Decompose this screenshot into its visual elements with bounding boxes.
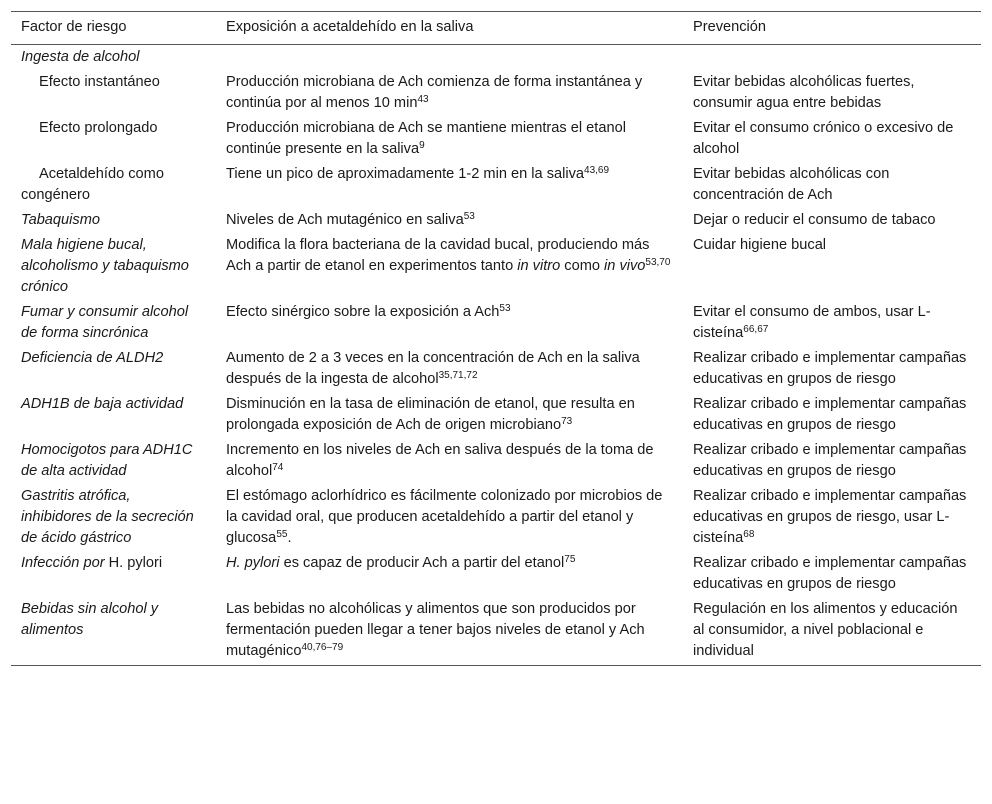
exposicion-cell: Incremento en los niveles de Ach en saliva después de la toma de alcohol$^{74}$ xyxy=(226,442,654,479)
reference: 43 xyxy=(417,94,429,105)
prevencion-cell: Evitar el consumo de ambos, usar L-cisteína$^{66,67}$ xyxy=(693,304,931,341)
exposicion-cell: Producción microbiana de Ach se mantiene mientras el etanol continúe presente en la saliva$^9$ xyxy=(226,120,626,157)
header-prevencion: Prevención xyxy=(683,12,981,45)
reference: 40,76–79 xyxy=(301,642,344,653)
reference: 75 xyxy=(564,554,576,565)
table-row xyxy=(11,438,981,484)
factor-cell: Mala higiene bucal, alcoholismo y tabaquismo crónico xyxy=(21,237,189,295)
prevencion-cell: Dejar o reducir el consumo de tabaco xyxy=(693,212,936,228)
table-row xyxy=(11,597,981,666)
section-label: Ingesta de alcohol xyxy=(21,49,140,65)
exposicion-cell: Efecto sinérgico sobre la exposición a Ach$^{53}$ xyxy=(226,303,511,320)
exposicion-cell: Niveles de Ach mutagénico en saliva$^{53}$ xyxy=(226,211,475,228)
reference: 9 xyxy=(419,140,425,151)
reference: 53 xyxy=(463,211,475,222)
table-row xyxy=(11,300,981,346)
reference: 73 xyxy=(561,416,573,427)
risk-factor-table xyxy=(11,11,981,666)
exposicion-cell: El estómago aclorhídrico es fácilmente colonizado por microbios de la cavidad oral, que producen acetaldehído a partir del etanol y glucosa$^{55}$. xyxy=(226,488,663,546)
exposicion-cell: Disminución en la tasa de eliminación de etanol, que resulta en prolongada exposición de Ach de origen microbiano$^{73}$ xyxy=(226,396,635,433)
factor-cell: Acetaldehído como congénero xyxy=(21,166,164,203)
exposicion-cell: Las bebidas no alcohólicas y alimentos que son producidos por fermentación pueden llegar a tener bajos niveles de etanol y Ach mutagénico$^{40,76-79}$ xyxy=(216,597,683,666)
reference: 53 xyxy=(499,303,511,314)
exposicion-cell: Modifica la flora bacteriana de la cavidad bucal, produciendo más Ach a partir de etanol en experimentos tanto in vitro como in vivo$^{53,70}$ xyxy=(226,237,671,274)
factor-cell: Deficiencia de ALDH2 xyxy=(21,350,164,366)
prevencion-cell: Realizar cribado e implementar campañas educativas en grupos de riesgo xyxy=(693,442,967,479)
table-row xyxy=(11,116,981,162)
exposicion-cell: Aumento de 2 a 3 veces en la concentración de Ach en la saliva después de la ingesta de alcohol$^{35,71,72}$ xyxy=(226,350,640,387)
header-exposicion: Exposición a acetaldehído en la saliva xyxy=(216,12,683,45)
factor-cell: Bebidas sin alcohol y alimentos xyxy=(11,597,216,666)
prevencion-cell: Realizar cribado e implementar campañas educativas en grupos de riesgo, usar L-cisteína$^{68}$ xyxy=(693,488,967,546)
table-row xyxy=(11,70,981,116)
factor-cell: Fumar y consumir alcohol de forma sincrónica xyxy=(21,304,189,341)
header-factor: Factor de riesgo xyxy=(11,12,216,45)
factor-cell: Homocigotos para ADH1C de alta actividad xyxy=(21,442,193,479)
table-row xyxy=(11,392,981,438)
reference: 53,70 xyxy=(645,257,671,268)
factor-cell: Gastritis atrófica, inhibidores de la secreción de ácido gástrico xyxy=(21,488,194,546)
prevencion-cell: Regulación en los alimentos y educación al consumidor, a nivel poblacional e individual xyxy=(683,597,981,666)
factor-cell: Infección por H. pylori xyxy=(21,555,163,571)
reference: 66,67 xyxy=(743,324,769,335)
exposicion-cell: Producción microbiana de Ach comienza de forma instantánea y continúa por al menos 10 $\min^{43}$ xyxy=(226,74,643,111)
exposicion-cell: H. pylori es capaz de producir Ach a partir del etanol$^{75}$ xyxy=(226,554,576,571)
reference: 55 xyxy=(276,529,288,540)
prevencion-cell: Cuidar higiene bucal xyxy=(693,237,827,253)
reference: 35,71,72 xyxy=(438,370,478,381)
factor-cell: Efecto instantáneo xyxy=(39,74,160,90)
table-row xyxy=(11,233,981,300)
table-row xyxy=(11,346,981,392)
prevencion-cell: Evitar bebidas alcohólicas con concentración de Ach xyxy=(693,166,890,203)
prevencion-cell: Evitar bebidas alcohólicas fuertes, consumir agua entre bebidas xyxy=(693,74,915,111)
table-row xyxy=(11,208,981,233)
reference: 43,69 xyxy=(584,165,610,176)
table-row xyxy=(11,551,981,597)
header-row xyxy=(11,12,981,45)
reference: 74 xyxy=(272,462,284,473)
factor-cell: Tabaquismo xyxy=(21,212,100,228)
prevencion-cell: Realizar cribado e implementar campañas educativas en grupos de riesgo xyxy=(693,350,967,387)
table-row xyxy=(11,484,981,551)
table-row xyxy=(11,162,981,208)
prevencion-cell: Realizar cribado e implementar campañas educativas en grupos de riesgo xyxy=(693,555,967,592)
reference: 68 xyxy=(743,529,755,540)
factor-cell: Efecto prolongado xyxy=(39,120,158,136)
section-row xyxy=(11,45,981,71)
prevencion-cell: Realizar cribado e implementar campañas educativas en grupos de riesgo xyxy=(693,396,967,433)
prevencion-cell: Evitar el consumo crónico o excesivo de alcohol xyxy=(693,120,954,157)
factor-cell: ADH1B de baja actividad xyxy=(21,396,184,412)
exposicion-cell: Tiene un pico de aproximadamente 1-2 min en la saliva$^{43,69}$ xyxy=(226,165,610,182)
